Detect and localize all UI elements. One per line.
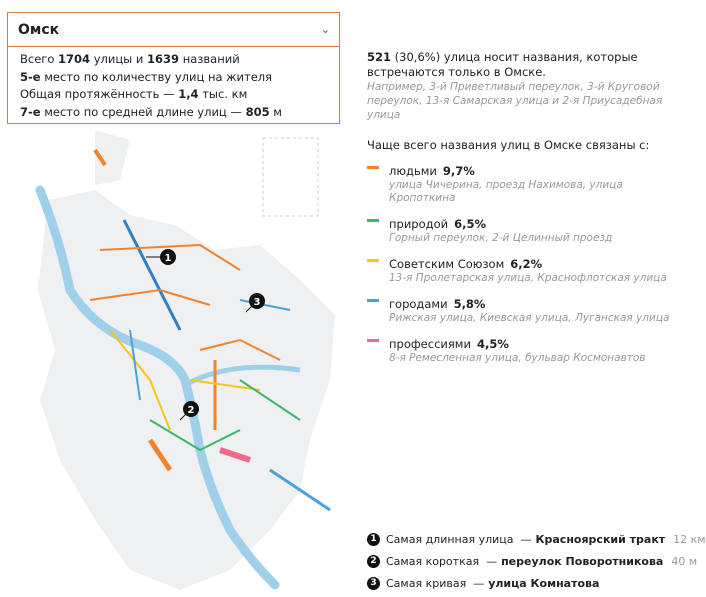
marker-1-label: 1 (164, 253, 172, 264)
stat-rank-per-capita: 5-е место по количеству улиц на жителя (20, 69, 273, 84)
category-swatch (367, 166, 379, 169)
legend-item[interactable]: 3 Самая кривая — улица Комнатова (367, 572, 687, 594)
marker-3-label: 3 (253, 297, 261, 308)
chevron-down-icon[interactable]: ⌄ (320, 23, 330, 36)
category-swatch (367, 299, 379, 302)
marker-2-label: 2 (187, 405, 195, 416)
unique-names-examples: Например, 3-й Приветливый переулок, 3-й Круговой переулок, 13-я Самарская улица и 2-я Приусадебная улица (367, 81, 663, 121)
legend-item[interactable]: 2 Самая короткая — переулок Поворотникова 40 м (367, 550, 687, 572)
city-selector[interactable] (8, 13, 339, 47)
category-swatch (367, 219, 379, 222)
category-item[interactable]: природой 6,5% Горный переулок, 2-й Целинный проезд (367, 213, 687, 245)
map-dashed-frame (263, 138, 318, 216)
category-item[interactable]: профессиями 4,5% 8-я Ремесленная улица, бульвар Космонавтов (367, 333, 687, 365)
categories-title: Чаще всего названия улиц в Омске связаны с: (367, 138, 650, 152)
info-column (367, 50, 687, 365)
category-item[interactable]: городами 5,8% Рижская улица, Киевская улица, Луганская улица (367, 293, 687, 325)
category-swatch (367, 259, 379, 262)
stat-rank-avg-length: 7-е место по средней длине улиц — 805 м (20, 104, 282, 119)
city-panel (7, 12, 340, 124)
legend-item[interactable]: 1 Самая длинная улица — Красноярский тракт 12 км (367, 528, 687, 550)
stat-length: Общая протяжённость — 1,4 тыс. км (20, 87, 248, 101)
category-item[interactable]: людьми 9,7% улица Чичерина, проезд Нахимова, улица Кропоткина (367, 160, 687, 205)
unique-names-text: 521 (30,6%) улица носит названия, которые встречаются только в Омске. (367, 50, 638, 79)
stat-total: Всего 1704 улицы и 1639 названий (20, 52, 240, 66)
category-swatch (367, 339, 379, 342)
city-stats (8, 47, 339, 125)
city-title: Омск (18, 21, 60, 38)
city-map[interactable] (0, 130, 365, 597)
extremes-legend (367, 528, 706, 594)
category-item[interactable]: Советским Союзом 6,2% 13-я Пролетарская улица, Краснофлотская улица (367, 253, 687, 285)
category-list (367, 160, 687, 365)
